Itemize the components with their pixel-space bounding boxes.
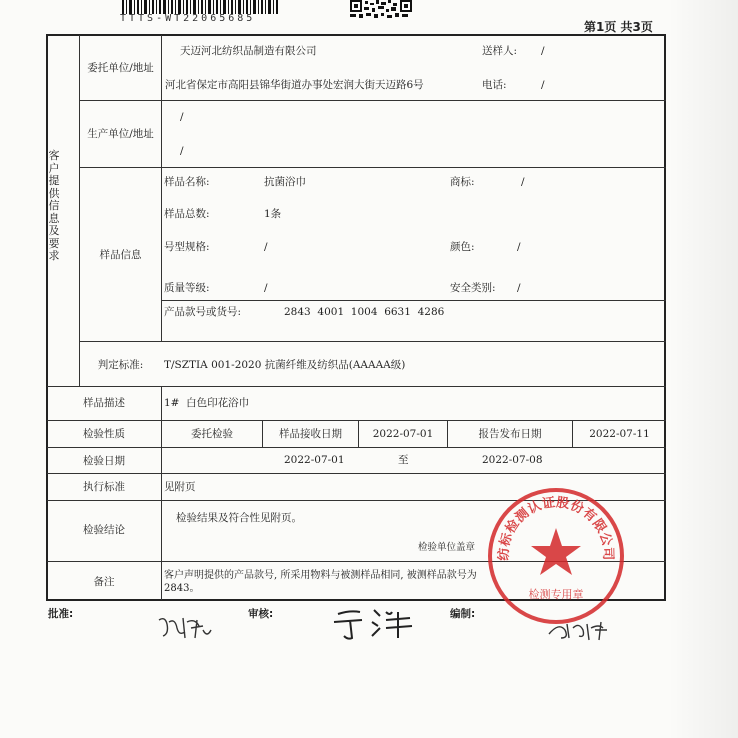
seal-ring-text: 纺标检测认证股份有限公司 xyxy=(496,495,616,561)
sender-value: / xyxy=(541,45,545,57)
product-code-label: 产品款号或货号: xyxy=(164,306,242,318)
producer-line2: / xyxy=(180,145,184,157)
client-name: 天迈河北纺织品制造有限公司 xyxy=(180,45,317,57)
grade-label: 质量等级: xyxy=(164,282,210,294)
product-code-value: 2843 4001 1004 6631 4286 xyxy=(284,306,445,318)
row-divider xyxy=(161,300,666,301)
inspection-type-value: 委托检验 xyxy=(191,428,233,440)
model-value: / xyxy=(264,241,268,253)
color-value: / xyxy=(517,241,521,253)
report-date-label: 报告发布日期 xyxy=(478,428,542,440)
inspection-date-label: 检验日期 xyxy=(83,455,125,467)
safety-label: 安全类别: xyxy=(450,282,496,294)
remarks-label: 备注 xyxy=(93,576,115,588)
row-divider xyxy=(47,447,666,448)
conclusion-value: 检验结果及符合性见附页。 xyxy=(176,512,302,524)
prepare-label: 编制: xyxy=(450,608,476,620)
approver-signature xyxy=(155,612,215,642)
row-divider xyxy=(47,420,666,421)
receive-date-value: 2022-07-01 xyxy=(372,428,434,440)
standard-label: 判定标准: xyxy=(97,359,144,371)
seal-bottom-text: 检测专用章 xyxy=(528,588,584,601)
inspection-date-to: 至 xyxy=(398,454,409,466)
col-divider xyxy=(161,35,162,341)
sample-qty-label: 样品总数: xyxy=(164,208,210,220)
row-divider xyxy=(47,473,666,474)
execution-standard-value: 见附页 xyxy=(164,481,196,493)
report-date-value: 2022-07-11 xyxy=(589,428,650,440)
producer-line1: / xyxy=(180,111,184,123)
sample-info-label: 样品信息 xyxy=(99,249,142,261)
page-number: 第1页 共3页 xyxy=(584,20,653,34)
reviewer-signature xyxy=(330,604,420,640)
page-edge-shadow xyxy=(668,0,738,738)
client-label: 委托单位/地址 xyxy=(87,62,154,74)
review-label: 审核: xyxy=(248,608,274,620)
qr-code xyxy=(350,0,412,18)
phone-value: / xyxy=(541,79,545,91)
row-divider xyxy=(79,341,666,342)
remarks-line2: 2843。 xyxy=(164,583,200,594)
color-label: 颜色: xyxy=(450,241,475,253)
row-divider xyxy=(79,167,666,168)
seal-label: 检验单位盖章 xyxy=(418,542,476,553)
execution-standard-label: 执行标准 xyxy=(83,481,125,493)
col-divider xyxy=(79,35,80,386)
producer-label: 生产单位/地址 xyxy=(87,128,154,140)
approve-label: 批准: xyxy=(48,608,74,620)
inspection-date-end: 2022-07-08 xyxy=(482,454,543,466)
row-divider xyxy=(79,100,666,101)
row-divider xyxy=(47,386,666,387)
inspection-type-label: 检验性质 xyxy=(83,428,125,440)
sample-name-value: 抗菌浴巾 xyxy=(264,176,306,188)
description-label: 样品描述 xyxy=(83,397,125,409)
sender-label: 送样人: xyxy=(482,45,518,57)
barcode-number: TTTS-WT22065685 xyxy=(120,13,256,24)
sample-name-label: 样品名称: xyxy=(164,176,210,188)
sample-qty-value: 1条 xyxy=(264,208,282,220)
description-value: 1# 白色印花浴巾 xyxy=(164,397,250,409)
conclusion-label: 检验结论 xyxy=(83,524,125,536)
standard-value: T/SZTIA 001-2020 抗菌纤维及纺织品(AAAAA级) xyxy=(164,359,406,371)
model-label: 号型规格: xyxy=(164,241,210,253)
grade-value: / xyxy=(264,282,268,294)
col-divider xyxy=(161,386,162,600)
inspection-date-start: 2022-07-01 xyxy=(284,454,345,466)
phone-label: 电话: xyxy=(482,79,507,91)
section-label-client-info: 客户提供信息及要求 xyxy=(48,149,60,262)
barcode xyxy=(122,0,280,14)
brand-label: 商标: xyxy=(450,176,475,188)
client-address: 河北省保定市高阳县锦华街道办事处宏润大街天迈路6号 xyxy=(165,79,424,91)
receive-date-label: 样品接收日期 xyxy=(279,428,342,440)
brand-value: / xyxy=(521,176,525,188)
remarks-line1: 客户声明提供的产品款号, 所采用物料与被测样品相同, 被测样品款号为 xyxy=(164,570,477,581)
safety-value: / xyxy=(517,282,521,294)
inspection-seal-stamp xyxy=(486,486,626,626)
